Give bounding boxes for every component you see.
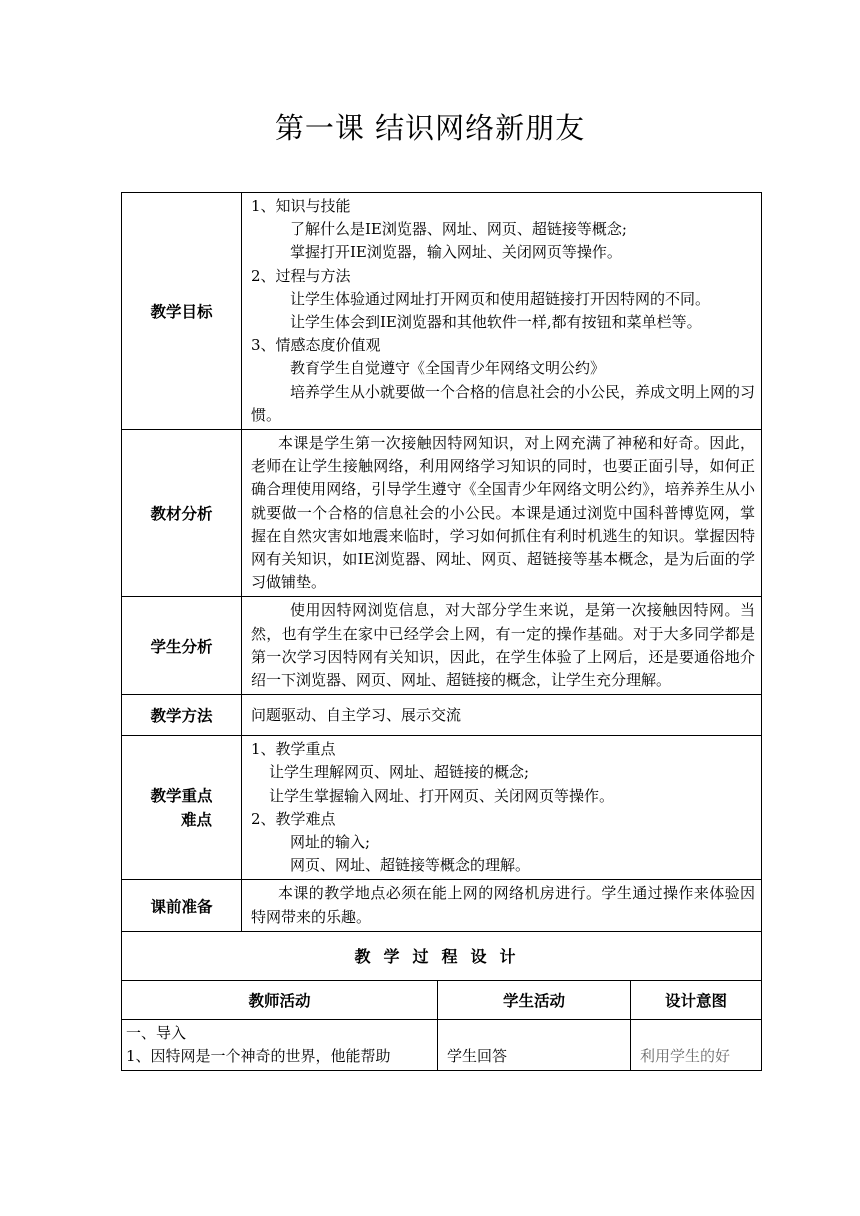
content-goals xyxy=(242,193,762,430)
goals-line: 2、过程与方法 xyxy=(251,266,351,285)
goals-line: 让学生体验通过网址打开网页和使用超链接打开因特网的不同。 xyxy=(290,289,711,308)
label-students: 学生分析 xyxy=(122,597,242,695)
cell-teacher-activity xyxy=(122,1019,438,1070)
intent-text: 利用学生的好 xyxy=(640,1047,731,1066)
goals-line: 1、知识与技能 xyxy=(251,197,351,215)
teacher-line: 一、导入 xyxy=(126,1023,187,1042)
keypoints-label-line1: 教学重点 xyxy=(150,786,213,805)
keypoints-label-line2: 难点 xyxy=(180,810,212,829)
keypoints-line: 1、教学重点 xyxy=(251,740,336,759)
row-material xyxy=(122,430,762,597)
lesson-plan-table xyxy=(121,192,762,1071)
label-method: 教学方法 xyxy=(122,695,242,736)
process-heading: 教学过程设计 xyxy=(122,931,762,980)
goals-line: 培养学生从小就要做一个合格的信息社会的小公民，养成文明上网的习惯。 xyxy=(251,382,756,424)
cell-design-intent xyxy=(631,1019,762,1070)
row-prep xyxy=(122,880,762,931)
row-process-columns xyxy=(122,980,762,1019)
content-keypoints xyxy=(242,736,762,880)
students-text: 使用因特网浏览信息，对大部分学生来说，是第一次接触因特网。当然，也有学生在家中已经学会上网，有一定的操作基础。对于大多同学都是第一次学习因特网有关知识，因此，在学生体验了上网后，还是要通俗地介绍一下浏览器、网页、网址、超链接的概念，让学生充分理解。 xyxy=(251,601,756,690)
page-title: 第一课 结识网络新朋友 xyxy=(274,111,586,145)
method-text: 问题驱动、自主学习、展示交流 xyxy=(251,705,462,724)
label-prep: 课前准备 xyxy=(122,880,242,931)
content-material xyxy=(242,430,762,597)
keypoints-line: 让学生掌握输入网址、打开网页、关闭网页等操作。 xyxy=(269,786,615,805)
content-students xyxy=(242,597,762,695)
row-keypoints xyxy=(122,736,762,880)
label-material: 教材分析 xyxy=(122,430,242,597)
goals-line: 教育学生自觉遵守《全国青少年网络文明公约》 xyxy=(290,359,606,378)
keypoints-line: 2、教学难点 xyxy=(251,809,336,828)
keypoints-line: 网址的输入; xyxy=(290,833,371,852)
cell-student-activity xyxy=(438,1019,631,1070)
row-process-first xyxy=(122,1019,762,1070)
column-header-intent: 设计意图 xyxy=(631,980,762,1019)
goals-line: 让学生体会到IE浏览器和其他软件一样,都有按钮和菜单栏等。 xyxy=(290,313,702,332)
row-method xyxy=(122,695,762,736)
content-method xyxy=(242,695,762,736)
row-goals xyxy=(122,193,762,430)
label-goals: 教学目标 xyxy=(122,193,242,430)
row-process-heading xyxy=(122,931,762,980)
column-header-student: 学生活动 xyxy=(438,980,631,1019)
column-header-teacher: 教师活动 xyxy=(122,980,438,1019)
row-students xyxy=(122,597,762,695)
keypoints-line: 网页、网址、超链接等概念的理解。 xyxy=(290,856,531,875)
prep-text: 本课的教学地点必须在能上网的网络机房进行。学生通过操作来体验因特网带来的乐趣。 xyxy=(251,884,756,926)
material-text: 本课是学生第一次接触因特网知识，对上网充满了神秘和好奇。因此，老师在让学生接触网络，利用网络学习知识的同时，也要正面引导，如何正确合理使用网络，引导学生遵守《全国青少年网络文明公约》，培养养生从小就要做一个合格的信息社会的小公民。本课是通过浏览中国科普博览网，掌握在自然灾害如地震来临时，学习如何抓住有利时机逃生的知识。掌握因特网有关知识，如IE浏览器、网址、网页、超链接等基本概念，是为后面的学习做铺垫。 xyxy=(251,434,756,592)
goals-line: 掌握打开IE浏览器，输入网址、关闭网页等操作。 xyxy=(290,243,622,262)
label-keypoints xyxy=(122,736,242,880)
teacher-line: 1、因特网是一个神奇的世界，他能帮助 xyxy=(126,1047,391,1066)
goals-line: 3、情感态度价值观 xyxy=(251,336,381,355)
student-text: 学生回答 xyxy=(447,1047,508,1066)
lesson-plan xyxy=(121,192,761,1071)
keypoints-line: 让学生理解网页、网址、超链接的概念; xyxy=(269,763,530,782)
content-prep xyxy=(242,880,762,931)
goals-line: 了解什么是IE浏览器、网址、网页、超链接等概念; xyxy=(290,220,627,239)
